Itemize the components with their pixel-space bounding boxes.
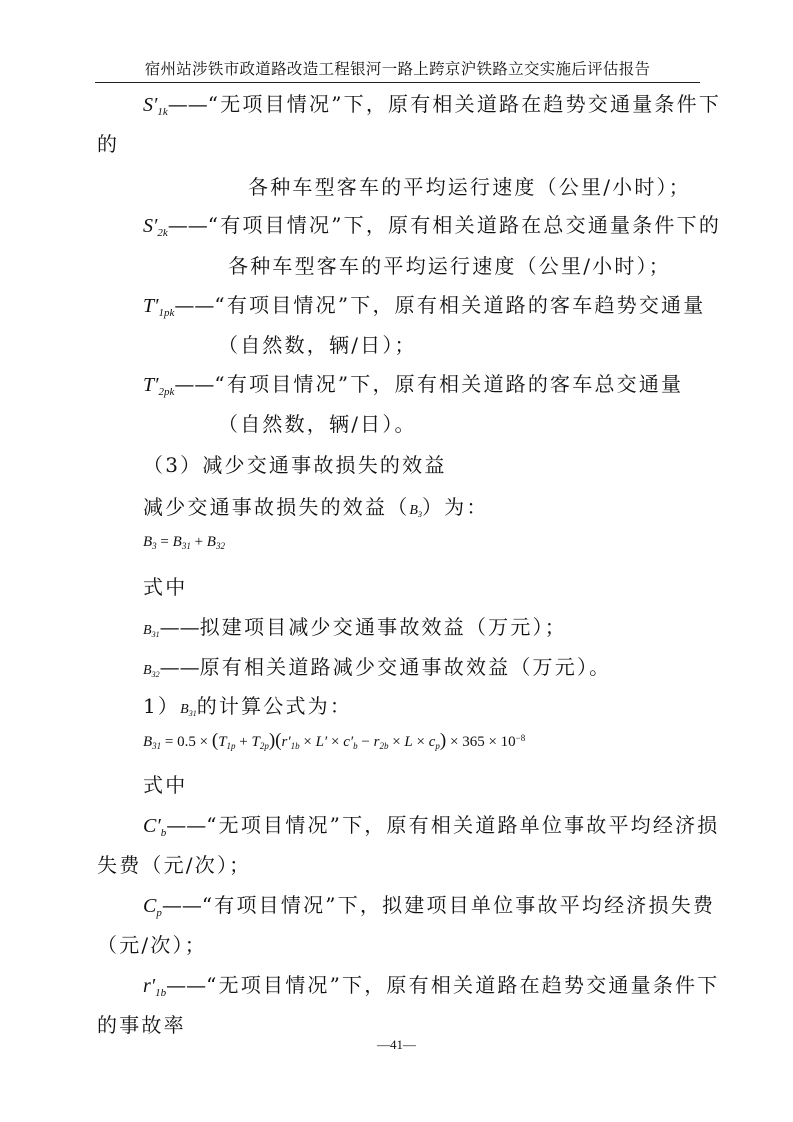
def-t1pk: $T'_{1pk}——“$有项目情况”下，原有相关道路的客车趋势交通量	[143, 293, 706, 319]
symbol-b31-item: $B_{31}$	[180, 702, 197, 718]
def-s2k-cont: 各种车型客车的平均运行速度（公里/小时）；	[228, 254, 671, 278]
symbol-s2k: $S'_{2k}$	[143, 215, 168, 239]
def-b32: $B_{32}——$原有相关道路减少交通事故效益（万元）。	[143, 655, 612, 679]
formula-b31: $B_{31} = 0.5 \times (T_{1p} + T_{2p})(r'_{1b} \times L' \times c'_b - r_{2b} \times L \times c_p) \times 365 \times 10^{-8}$	[143, 730, 526, 751]
def-s1k-cont: 的	[97, 132, 120, 156]
def-s2k: $S'_{2k}——“$有项目情况”下，原有相关道路在总交通量条件下的	[143, 213, 722, 239]
def-s1k: $S'_{1k}——“$无项目情况”下，原有相关道路在趋势交通量条件下	[143, 92, 722, 118]
def-b31: $B_{31}——$拟建项目减少交通事故效益（万元）；	[143, 615, 567, 639]
symbol-t2pk: $T'_{2pk}$	[143, 374, 175, 398]
formula-b3: $B_3 = B_{31} + B_{32}$	[143, 534, 225, 551]
section-heading: （3）减少交通事故损失的效益	[143, 453, 447, 477]
def-cb: $C'_b——“$无项目情况”下，原有相关道路单位事故平均经济损	[143, 813, 720, 839]
symbol-b31: $B_{31}$	[143, 623, 160, 639]
def-t1pk-cont: （自然数，辆/日）；	[218, 333, 417, 357]
shizhong-label-2: 式中	[143, 773, 188, 797]
def-t2pk: $T'_{2pk}——“$有项目情况”下，原有相关道路的客车总交通量	[143, 372, 684, 398]
symbol-cb: $C'_b$	[143, 815, 167, 839]
def-r1b: $r'_{1b}——“$无项目情况”下，原有相关道路在趋势交通量条件下	[143, 973, 720, 999]
def-t2pk-cont: （自然数，辆/日）。	[218, 412, 417, 436]
symbol-r1b: $r'_{1b}$	[143, 975, 167, 999]
def-cp-cont: （元/次）；	[97, 933, 207, 957]
symbol-t1pk: $T'_{1pk}$	[143, 295, 175, 319]
symbol-b32: $B_{32}$	[143, 663, 160, 679]
item1-heading: $1)B_{31}$的计算公式为：	[143, 694, 353, 718]
page-number: —41—	[377, 1037, 416, 1052]
intro-b3: 减少交通事故损失的效益$(B_3)$为：	[143, 495, 489, 519]
def-r1b-cont: 的事故率	[97, 1013, 186, 1037]
symbol-cp: $C_p$	[143, 895, 162, 919]
def-cp: $C_p——“$有项目情况”下，拟建项目单位事故平均经济损失费	[143, 893, 716, 919]
symbol-s1k: $S'_{1k}$	[143, 94, 168, 118]
symbol-b3: $B_3$	[409, 503, 422, 519]
def-s1k-cont2: 各种车型客车的平均运行速度（公里/小时）；	[248, 175, 691, 199]
def-cb-cont: 失费（元/次）；	[97, 853, 252, 877]
shizhong-label: 式中	[143, 575, 188, 599]
page-header: 宿州站涉铁市政道路改造工程银河一路上跨京沪铁路立交实施后评估报告	[95, 58, 700, 83]
